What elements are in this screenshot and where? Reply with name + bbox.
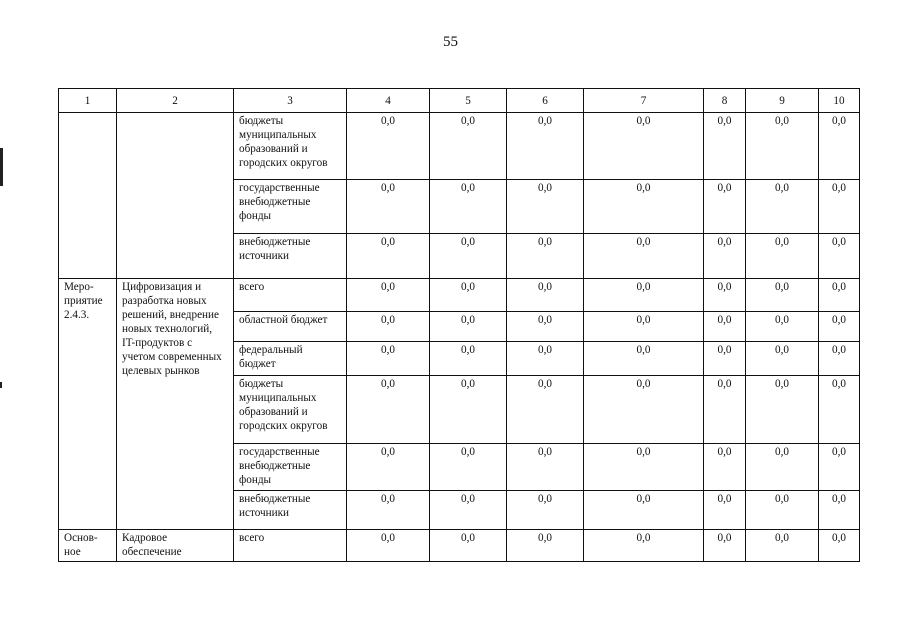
value-cell: 0,0	[819, 312, 860, 342]
activity-name-cell	[117, 113, 234, 279]
value-cell: 0,0	[704, 234, 746, 279]
header-cell: 9	[746, 89, 819, 113]
value-cell: 0,0	[704, 279, 746, 312]
value-cell: 0,0	[347, 444, 430, 491]
header-cell: 3	[234, 89, 347, 113]
value-cell: 0,0	[347, 491, 430, 530]
value-cell: 0,0	[507, 312, 584, 342]
value-cell: 0,0	[430, 180, 507, 234]
activity-code-cell	[59, 113, 117, 279]
value-cell: 0,0	[430, 444, 507, 491]
value-cell: 0,0	[704, 376, 746, 444]
value-cell: 0,0	[704, 530, 746, 562]
value-cell: 0,0	[430, 279, 507, 312]
value-cell: 0,0	[746, 234, 819, 279]
value-cell: 0,0	[819, 444, 860, 491]
header-cell: 10	[819, 89, 860, 113]
value-cell: 0,0	[819, 113, 860, 180]
value-cell: 0,0	[584, 312, 704, 342]
value-cell: 0,0	[704, 180, 746, 234]
funding-source-cell: областной бюджет	[234, 312, 347, 342]
value-cell: 0,0	[704, 342, 746, 376]
value-cell: 0,0	[347, 312, 430, 342]
value-cell: 0,0	[430, 491, 507, 530]
value-cell: 0,0	[347, 234, 430, 279]
value-cell: 0,0	[507, 279, 584, 312]
value-cell: 0,0	[430, 342, 507, 376]
value-cell: 0,0	[746, 444, 819, 491]
page-number: 55	[443, 34, 458, 50]
value-cell: 0,0	[347, 279, 430, 312]
value-cell: 0,0	[584, 180, 704, 234]
activity-code-cell: Основ-ное	[59, 530, 117, 562]
funding-source-cell: федеральный бюджет	[234, 342, 347, 376]
activity-code-cell: Меро-приятие 2.4.3.	[59, 279, 117, 530]
value-cell: 0,0	[746, 312, 819, 342]
value-cell: 0,0	[704, 312, 746, 342]
value-cell: 0,0	[430, 376, 507, 444]
value-cell: 0,0	[819, 279, 860, 312]
funding-source-cell: государственные внебюджетные фонды	[234, 444, 347, 491]
value-cell: 0,0	[704, 491, 746, 530]
header-cell: 4	[347, 89, 430, 113]
value-cell: 0,0	[584, 279, 704, 312]
funding-source-cell: внебюджетные источники	[234, 234, 347, 279]
value-cell: 0,0	[746, 279, 819, 312]
value-cell: 0,0	[507, 376, 584, 444]
header-cell: 2	[117, 89, 234, 113]
value-cell: 0,0	[507, 113, 584, 180]
value-cell: 0,0	[746, 180, 819, 234]
budget-table	[58, 88, 860, 562]
table-row	[59, 279, 860, 312]
table-row	[59, 113, 860, 180]
value-cell: 0,0	[584, 491, 704, 530]
value-cell: 0,0	[507, 234, 584, 279]
value-cell: 0,0	[507, 180, 584, 234]
value-cell: 0,0	[584, 530, 704, 562]
value-cell: 0,0	[430, 530, 507, 562]
header-cell: 7	[584, 89, 704, 113]
value-cell: 0,0	[704, 113, 746, 180]
value-cell: 0,0	[704, 444, 746, 491]
header-cell: 5	[430, 89, 507, 113]
value-cell: 0,0	[584, 342, 704, 376]
header-row	[59, 89, 860, 113]
value-cell: 0,0	[584, 376, 704, 444]
header-cell: 1	[59, 89, 117, 113]
value-cell: 0,0	[819, 376, 860, 444]
funding-source-cell: государственные внебюджетные фонды	[234, 180, 347, 234]
activity-name-cell: Цифровизация и разработка новых решений, внедрение новых технологий, IT-продуктов с учетом современных целевых рынков	[117, 279, 234, 530]
value-cell: 0,0	[347, 376, 430, 444]
value-cell: 0,0	[746, 491, 819, 530]
value-cell: 0,0	[819, 234, 860, 279]
value-cell: 0,0	[746, 376, 819, 444]
value-cell: 0,0	[819, 530, 860, 562]
funding-source-cell: всего	[234, 530, 347, 562]
value-cell: 0,0	[746, 113, 819, 180]
value-cell: 0,0	[430, 312, 507, 342]
value-cell: 0,0	[347, 113, 430, 180]
value-cell: 0,0	[819, 180, 860, 234]
value-cell: 0,0	[584, 113, 704, 180]
value-cell: 0,0	[507, 342, 584, 376]
value-cell: 0,0	[507, 491, 584, 530]
value-cell: 0,0	[347, 180, 430, 234]
scan-edge-mark	[0, 148, 3, 186]
value-cell: 0,0	[584, 444, 704, 491]
value-cell: 0,0	[819, 342, 860, 376]
funding-source-cell: бюджеты муниципальных образований и городских округов	[234, 113, 347, 180]
value-cell: 0,0	[746, 530, 819, 562]
scan-edge-mark	[0, 382, 2, 388]
table-row	[59, 530, 860, 562]
header-cell: 6	[507, 89, 584, 113]
value-cell: 0,0	[430, 113, 507, 180]
funding-source-cell: бюджеты муниципальных образований и городских округов	[234, 376, 347, 444]
value-cell: 0,0	[507, 444, 584, 491]
value-cell: 0,0	[819, 491, 860, 530]
value-cell: 0,0	[430, 234, 507, 279]
value-cell: 0,0	[584, 234, 704, 279]
activity-name-cell: Кадровое обеспечение	[117, 530, 234, 562]
value-cell: 0,0	[507, 530, 584, 562]
value-cell: 0,0	[347, 530, 430, 562]
value-cell: 0,0	[347, 342, 430, 376]
funding-source-cell: внебюджетные источники	[234, 491, 347, 530]
funding-source-cell: всего	[234, 279, 347, 312]
header-cell: 8	[704, 89, 746, 113]
value-cell: 0,0	[746, 342, 819, 376]
